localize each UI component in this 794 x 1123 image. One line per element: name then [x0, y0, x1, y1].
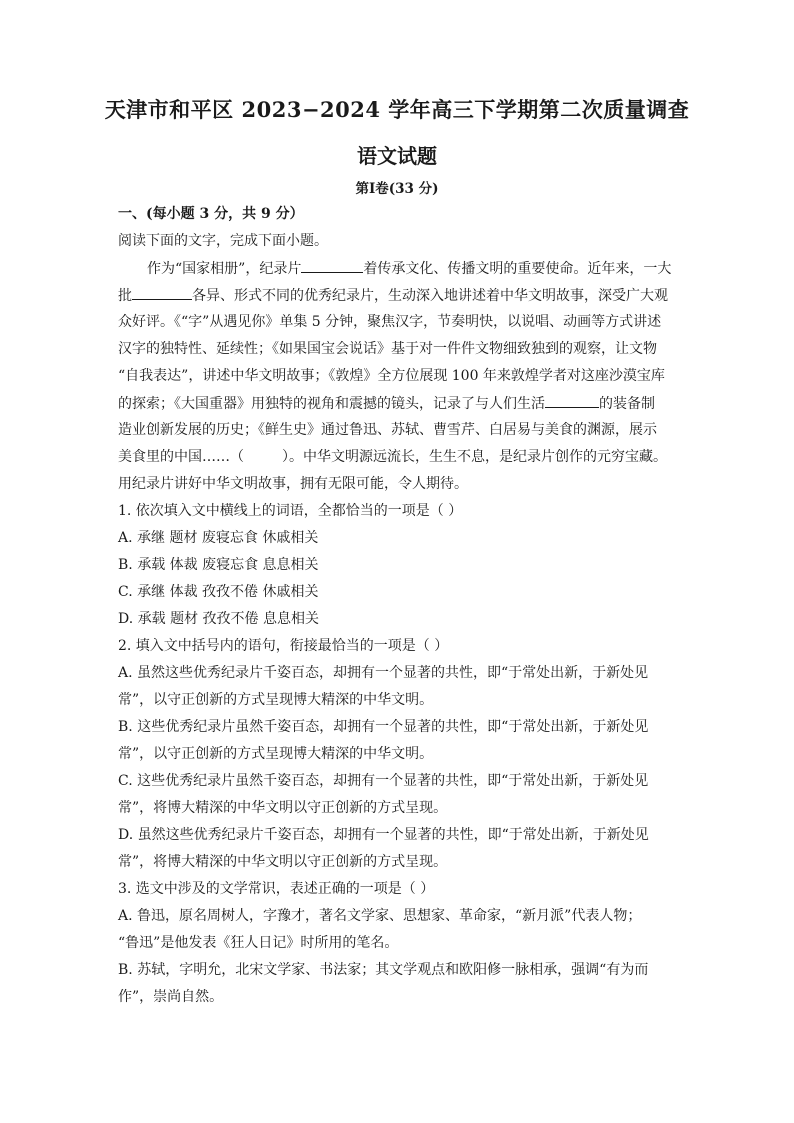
passage-line	[118, 285, 668, 306]
exam-subtitle: 语文试题	[357, 144, 437, 168]
question-2-option-a-cont: 常”，以守正创新的方式呈现博大精深的中华文明。	[118, 692, 434, 708]
volume-heading: 第Ⅰ卷(33 分)	[355, 181, 439, 197]
exam-title: 天津市和平区 2023−2024 学年高三下学期第二次质量调查	[104, 97, 690, 122]
fill-blank-3	[545, 393, 599, 408]
passage-line	[118, 447, 667, 467]
fill-blank-2	[132, 285, 192, 300]
passage-line: 用纪录片讲好中华文明故事，拥有无限可能，令人期待。	[118, 476, 468, 492]
fill-blank-1	[301, 258, 363, 273]
question-2-option-b-cont: 常”，以守正创新的方式呈现博大精深的中华文明。	[118, 746, 434, 762]
question-2-option-b: B. 这些优秀纪录片虽然千姿百态，却拥有一个显著的共性，即“于常处出新，于新处见	[118, 719, 649, 735]
question-1-option-d: D. 承载 题材 孜孜不倦 息息相关	[118, 611, 319, 627]
passage-line	[118, 393, 655, 414]
passage-line: “自我表达”，讲述中华文明故事；《敦煌》全方位展现 100 年来敦煌学者对这座沙漠宝库	[118, 368, 665, 384]
passage-text: 的探索；《大国重器》用独特的视角和震撼的镜头，记录了与人们生活	[118, 396, 545, 412]
question-3-option-b: B. 苏轼，字明允，北宋文学家、书法家；其文学观点和欧阳修一脉相承，强调“有为而	[118, 962, 649, 978]
passage-line	[147, 258, 671, 279]
passage-line: 众好评。《“字”从遇见你》单集 5 分钟，聚焦汉字，节奏明快，以说唱、动画等方式讲述	[118, 314, 662, 330]
passage-text: 批	[118, 288, 132, 304]
question-1-option-b: B. 承载 体裁 废寝忘食 息息相关	[118, 557, 319, 573]
passage-text: 作为“国家相册”，纪录片	[147, 261, 302, 277]
question-2-option-d: D. 虽然这些优秀纪录片千姿百态，却拥有一个显著的共性，即“于常处出新，于新处见	[118, 827, 649, 843]
passage-text: 美食里的中国……（	[118, 449, 244, 465]
passage-line: 汉字的独特性、延续性；《如果国宝会说话》基于对一件件文物细致独到的观察，让文物	[118, 341, 657, 357]
question-2-stem: 2. 填入文中括号内的语句，衔接最恰当的一项是（ ）	[118, 638, 449, 654]
passage-text: 各异、形式不同的优秀纪录片，生动深入地讲述着中华文明故事，深受广大观	[192, 288, 668, 304]
question-3-option-a-cont: “鲁迅”是他发表《狂人日记》时所用的笔名。	[118, 935, 399, 951]
question-2-option-c-cont: 常”，将博大精深的中华文明以守正创新的方式呈现。	[118, 800, 448, 816]
question-1-option-c: C. 承继 体裁 孜孜不倦 休戚相关	[118, 584, 319, 600]
passage-text: 的装备制	[599, 396, 655, 412]
question-3-stem: 3. 选文中涉及的文学常识，表述正确的一项是（ ）	[118, 881, 435, 897]
section-heading: 一、(每小题 3 分，共 9 分）	[118, 206, 304, 222]
question-1-stem: 1. 依次填入文中横线上的词语，全都恰当的一项是（ ）	[118, 503, 463, 519]
passage-text: ）。中华文明源远流长，生生不息，是纪录片创作的元穷宝藏。	[282, 449, 667, 465]
passage-line: 造业创新发展的历史；《鲜生史》通过鲁迅、苏轼、曹雪芹、白居易与美食的渊源，展示	[118, 422, 657, 438]
question-3-option-a: A. 鲁迅，原名周树人，字豫才，著名文学家、思想家、革命家，“新月派”代表人物；	[118, 908, 642, 924]
question-2-option-c: C. 这些优秀纪录片虽然千姿百态，却拥有一个显著的共性，即“于常处出新，于新处见	[118, 773, 649, 789]
question-2-option-a: A. 虽然这些优秀纪录片千姿百态，却拥有一个显著的共性，即“于常处出新，于新处见	[118, 665, 649, 681]
passage-text: 着传承文化、传播文明的重要使命。近年来，一大	[363, 261, 672, 277]
question-1-option-a: A. 承继 题材 废寝忘食 休戚相关	[118, 530, 319, 546]
question-2-option-d-cont: 常”，将博大精深的中华文明以守正创新的方式呈现。	[118, 854, 448, 870]
question-3-option-b-cont: 作”，崇尚自然。	[118, 989, 224, 1005]
reading-instruction: 阅读下面的文字，完成下面小题。	[118, 233, 328, 249]
